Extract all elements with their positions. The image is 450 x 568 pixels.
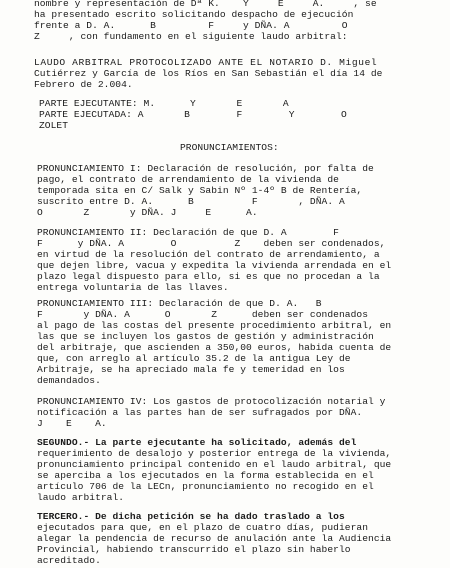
pron-3-line-8: demandados. bbox=[37, 375, 101, 386]
intro-line-4: Z , con fundamento en el siguiente laudo arbitral: bbox=[34, 31, 348, 42]
pron-3-line-1: PRONUNCIAMIENTO III: Declaración de que D. A. B bbox=[37, 298, 322, 309]
intro-line-2: ha presentado escrito solicitando despacho de ejecución bbox=[34, 9, 354, 20]
pron-3-line-7: Arbitraje, se ha apreciado mala fe y temeridad en los bbox=[37, 364, 345, 375]
intro-line-1: nombre y representación de Dª K. Y E A. , se bbox=[34, 0, 377, 9]
pron-1-line-2: pago, el contrato de arrendamiento de la vivienda de bbox=[37, 174, 339, 185]
segundo-line-3: pronunciamiento principal contenido en el laudo arbitral, que bbox=[37, 459, 392, 470]
pron-1-line-3: temporada sita en C/ Salk y Sabin Nº 1-4º B de Rentería, bbox=[37, 185, 363, 196]
pron-3-line-6: que, con arreglo al artículo 35.2 de la antigua Ley de bbox=[37, 353, 351, 364]
pron-3-line-3: al pago de las costas del presente procedimiento arbitral, en bbox=[37, 320, 392, 331]
pron-4-line-2: notificación a las partes han de ser sufragados por DÑA. bbox=[37, 407, 363, 418]
intro-line-3: frente a D. A. B F y DÑA. A O bbox=[34, 20, 348, 31]
tercero-line-4: Provincial, habiendo transcurrido el plazo sin haberlo bbox=[37, 544, 351, 555]
parte-ejecutada: PARTE EJECUTADA: A B F Y O bbox=[39, 109, 347, 120]
laudo-heading-line-2: Cutiérrez y García de los Ríos en San Sebastián el día 14 de bbox=[34, 68, 383, 79]
segundo-line-1: SEGUNDO.- La parte ejecutante ha solicitado, además del bbox=[37, 437, 357, 448]
pronunciamientos-heading: PRONUNCIAMIENTOS: bbox=[180, 142, 279, 153]
parte-ejecutada-cont: ZOLET bbox=[39, 120, 69, 131]
segundo-line-6: laudo arbitral. bbox=[37, 492, 125, 503]
parte-ejecutante: PARTE EJECUTANTE: M. Y E A bbox=[39, 98, 289, 109]
segundo-line-2: requerimiento de desalojo y posterior entrega de la vivienda, bbox=[37, 448, 392, 459]
segundo-line-5: artículo 706 de la LECn, pronunciamiento no recogido en el bbox=[37, 481, 374, 492]
tercero-line-1: TERCERO.- De dicha petición se ha dado traslado a los bbox=[37, 511, 345, 522]
tercero-line-2: ejecutados para que, en el plazo de cuatro días, pudieran bbox=[37, 522, 369, 533]
pron-2-line-2: F y DÑA. A O Z deben ser condenados, bbox=[37, 238, 386, 249]
pron-4-line-3: J E A. bbox=[37, 418, 107, 429]
pron-3-line-2: F y DÑA. A O Z deben ser condenados bbox=[37, 309, 369, 320]
segundo-line-4: se aperciba a los ejecutados en la forma establecida en el bbox=[37, 470, 374, 481]
pron-4-line-1: PRONUNCIAMIENTO IV: Los gastos de protocolización notarial y bbox=[37, 396, 386, 407]
tercero-line-5: acreditado. bbox=[37, 555, 101, 566]
pron-2-line-3: en virtud de la resolución del contrato de arrendamiento, a bbox=[37, 249, 380, 260]
laudo-heading-line-1: LAUDO ARBITRAL PROTOCOLIZADO ANTE EL NOTARIO D. Miguel bbox=[34, 57, 378, 68]
laudo-heading-line-3: Febrero de 2.004. bbox=[34, 79, 133, 90]
pron-2-line-4: que dejen libre, vacua y expedita la vivienda arrendada en el bbox=[37, 260, 392, 271]
pron-3-line-4: las que se incluyen los gastos de gestión y administración bbox=[37, 331, 374, 342]
pron-2-line-6: entrega voluntaria de las llaves. bbox=[37, 282, 229, 293]
pron-2-line-5: plazo legal dispuesto para ello, si es que no procedan a la bbox=[37, 271, 380, 282]
pron-2-line-1: PRONUNCIAMIENTO II: Declaración de que D. A F bbox=[37, 227, 339, 238]
pron-1-line-5: O Z y DÑA. J E A. bbox=[37, 207, 258, 218]
pron-3-line-5: del arbitraje, que ascienden a 350,00 euros, habida cuenta de bbox=[37, 342, 392, 353]
pron-1-line-1: PRONUNCIAMIENTO I: Declaración de resolución, por falta de bbox=[37, 163, 374, 174]
pron-1-line-4: suscrito entre D. A. B F , DÑA. A bbox=[37, 196, 345, 207]
tercero-line-3: alegar la pendencia de recurso de anulación ante la Audiencia bbox=[37, 533, 392, 544]
